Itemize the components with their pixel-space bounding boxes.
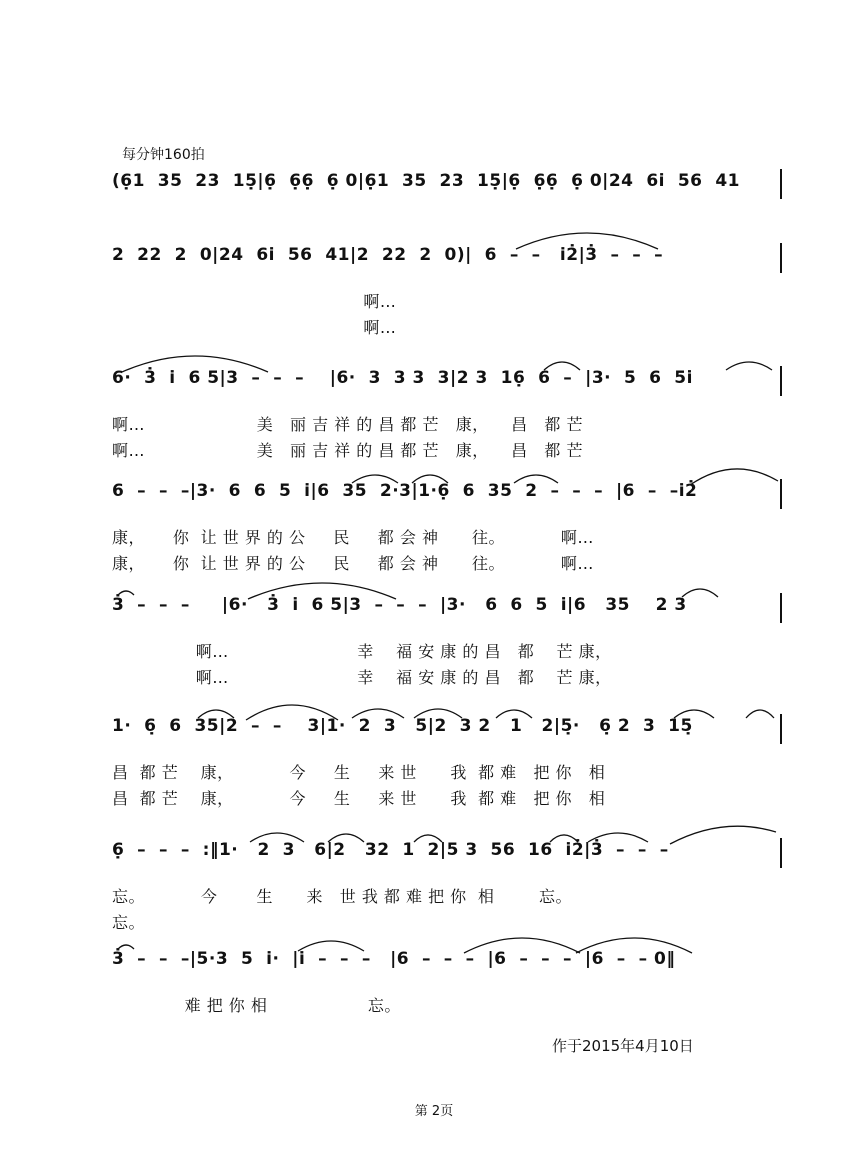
barline (780, 169, 782, 199)
notes-line: 3̇ – – – |6· 3̇ i̇ 6 5|3 – – – |3· 6 6 5 i̇|6 35 2 3 (112, 595, 687, 615)
barline (780, 714, 782, 744)
notes-line: 6 – – –|3· 6 6 5 i̇|6 35 2·3|1·6̣ 6 35 2 – – – |6 – –i̇2̇ (112, 481, 698, 501)
notes-line: 6· 3̇ i̇ 6 5|3 – – – |6· 3 3 3 3|2 3 16̣ 6 – |3· 5 6 5i̇ (112, 368, 693, 388)
composition-date: 作于2015年4月10日 (552, 1037, 694, 1055)
notes-line: (6̣1 35 23 15̣|6̣ 6̣6̣ 6̣ 0|6̣1 35 23 15̣|6̣ 6̣6̣ 6̣ 0|24 6i̇ 56 41 (112, 171, 740, 191)
lyric-line-1: 忘。 今 生 来 世 我 都 难 把 你 相 忘。 (112, 887, 573, 906)
lyric-line-1: 啊… 幸 福 安 康 的 昌 都 芒 康， (112, 642, 612, 661)
lyric-line-2: 忘。 (112, 913, 146, 932)
lyric-line-2: 昌 都 芒 康， 今 生 来 世 我 都 难 把 你 相 (112, 789, 606, 808)
lyric-line-2: 啊… 幸 福 安 康 的 昌 都 芒 康， (112, 668, 612, 687)
lyric-line-1: 难 把 你 相 忘。 (112, 996, 401, 1015)
page-number: 第 2页 (414, 1104, 454, 1119)
notes-line: 6̣ – – – :‖1· 2 3 6|2 32 1 2|5 3 56 16 i̇2̇|3̇ – – – (112, 840, 669, 860)
lyric-line-1: 昌 都 芒 康， 今 生 来 世 我 都 难 把 你 相 (112, 763, 606, 782)
lyric-line-2: 啊… (112, 318, 397, 337)
lyric-line-1: 康， 你 让 世 界 的 公 民 都 会 神 往。 啊… (112, 528, 594, 547)
notes-line: 2 22 2 0|24 6i̇ 56 41|2 22 2 0)| 6 – – i̇2̇|3̇ – – – (112, 245, 664, 265)
lyric-line-1: 啊… (112, 292, 397, 311)
barline (780, 243, 782, 273)
barline (780, 366, 782, 396)
lyric-line-2: 康， 你 让 世 界 的 公 民 都 会 神 往。 啊… (112, 554, 594, 573)
notes-line: 3̇ – – –|5·3 5 i̇· |i̇ – – – |6 – – – |6 – – – |6 – – 0‖ (112, 949, 676, 969)
lyric-line-2: 啊… 美 丽 吉 祥 的 昌 都 芒 康， 昌 都 芒 (112, 441, 583, 460)
notes-line: 1· 6̣ 6 35|2 – – 3|1· 2 3 5|2 3 2 1 2|5̣· 6̣ 2 3 15̣ (112, 716, 693, 736)
barline (780, 838, 782, 868)
lyric-line-1: 啊… 美 丽 吉 祥 的 昌 都 芒 康， 昌 都 芒 (112, 415, 583, 434)
barline (780, 593, 782, 623)
tempo-marking: 每分钟160拍 (122, 147, 205, 163)
barline (780, 479, 782, 509)
